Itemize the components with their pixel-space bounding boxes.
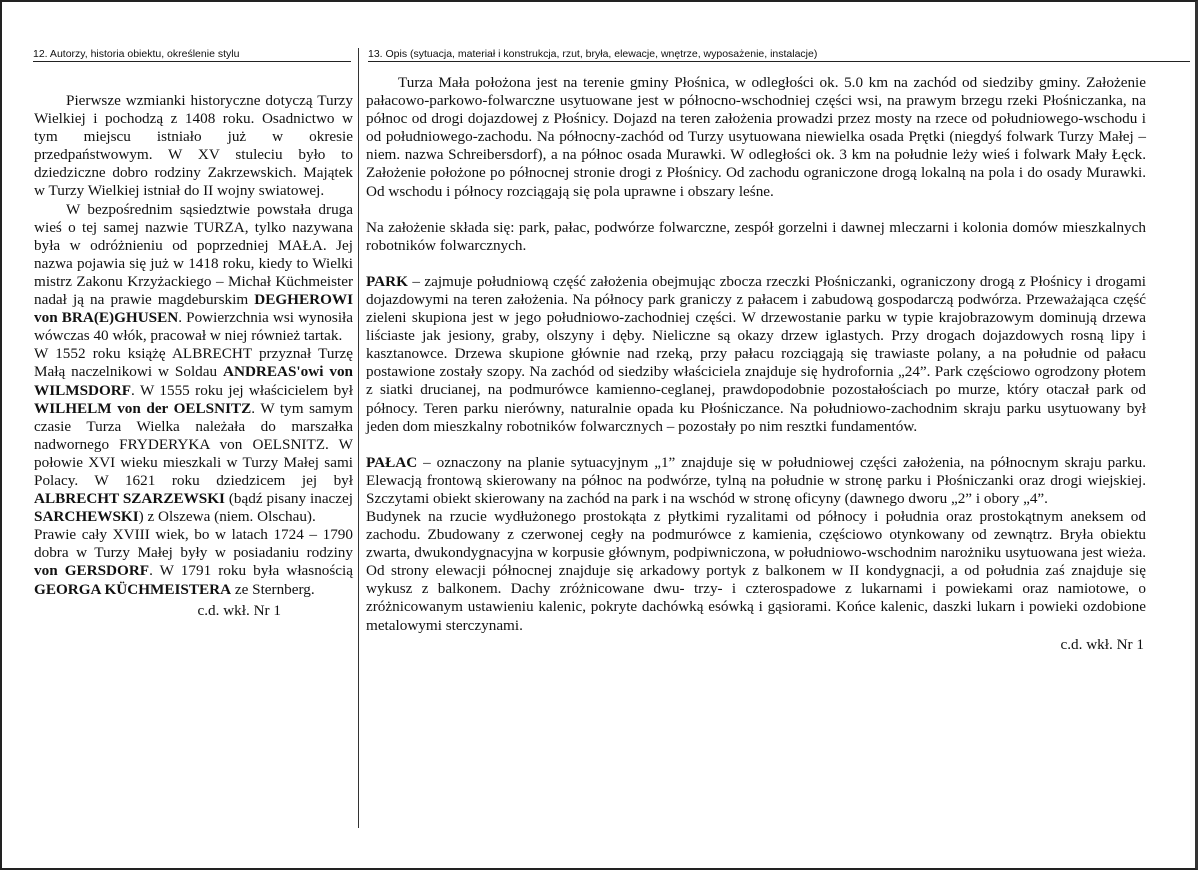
description-column	[366, 74, 1146, 654]
description-paragraph-palace: PAŁAC – oznaczony na planie sytuacyjnym „1” znajduje się w południowej części założenia, na północnym skraju parku. Elewacją frontową skierowany na północ na podwórze, tylną na południe w stronę parku i Płośniczanki oraz drogi wiejskiej. Szczytami obiekt skierowany na zachód na park i na wschód w stronę oficyny (dawnego dworu „2” i obory „4”.	[366, 453, 1146, 507]
description-paragraph-composition: Na założenie składa się: park, pałac, podwórze folwarczne, zespół gorzelni i dawnej mleczarni i kolonia domów mieszkalnych robotników folwarcznych.	[366, 218, 1146, 254]
history-paragraph-1: Pierwsze wzmianki historyczne dotyczą Turzy Wielkiej i pochodzą z 1408 roku. Osadnictwo w tym miejscu istniało już w okresie przedpaństwowym. W XV stuleciu było to dziedziczne dobro rodziny Zakrzewskich. Majątek w Turzy Wielkiej istniał do II wojny swiatowej.	[34, 92, 353, 200]
continued-note-right: c.d. wkł. Nr 1	[1060, 635, 1144, 653]
description-paragraph-building: Budynek na rzucie wydłużonego prostokąta z płytkimi ryzalitami od północy i południa oraz prostokątnym aneksem od zachodu. Zbudowany z czerwonej cegły na podmurówce z kamienia, częściowo otynkowany od zewnątrz. Bryła obiektu zwarta, dwukondygnacyjna w korpusie głównym, podpiwniczona, w południowo-wschodnim narożniku usytuowana jest wieża. Od strony elewacji północnej znajduje się arkadowy portyk z balkonem w II kondygnacji, a od południa zaś znajduje się wykusz z balkonem. Dachy zróżnicowane dwu- trzy- i czterospadowe z lukarnami i powiekami oraz namiotowe, o zróżnicowanym ustawieniu kalenic, pokryte dachówką esówką i gąsiorami. Końce kalenic, daszki lukarn i powieki ozdobione metalowymi sterczynami.	[366, 507, 1146, 634]
description-paragraph-location: Turza Mała położona jest na terenie gminy Płośnica, w odległości ok. 5.0 km na zachód od siedziby gminy. Założenie pałacowo-parkowo-folwarczne usytuowane jest w północno-wschodniej części wsi, na prawym brzegu rzeki Płośniczanka, na północ od drogi dojazdowej z Płośnicy. Dojazd na teren założenia prowadzi przez mosty na rzece od południowego-wschodu i od południowego-zachodu. Na północny-zachód od Turzy usytuowana niewielka osada Prętki (niegdyś folwark Turzy Małej – niem. nazwa Schreibersdorf), a na północ osada Murawki. W odległości ok. 3 km na południe leży wieś i folwark Mały Łęck. Założenie położone po północnej stronie drogi z Płośnicy. Od zachodu ograniczone drogą lokalną na pola i do osady Murawki. Od wschodu i północy rozciągają się pola uprawne i obszary leśne.	[366, 74, 1146, 200]
history-paragraph-3: W 1552 roku książę ALBRECHT przyznał Turzę Małą naczelnikowi w Soldau ANDREAS'owi von WILMSDORF. W 1555 roku jej właścicielem był WILHELM von der OELSNITZ. W tym samym czasie Turza Wielka należała do marszałka nadwornego FRYDERYKA von OELSNITZ. W połowie XVI wieku mieszkali w Turzy Małej sami Polacy. W 1621 roku dziedzicem jej był ALBRECHT SZARZEWSKI (bądź pisany inaczej SARCHEWSKI) z Olszewa (niem. Olschau).	[34, 345, 353, 526]
history-paragraph-4: Prawie cały XVIII wiek, bo w latach 1724 – 1790 dobra w Turzy Małej były w posiadaniu rodziny von GERSDORF. W 1791 roku była własnością GEORGA KÜCHMEISTERA ze Sternberg.	[34, 526, 353, 598]
left-column-header: 12. Autorzy, historia obiektu, określenie stylu	[33, 48, 351, 62]
column-divider	[358, 48, 359, 828]
continued-note-left: c.d. wkł. Nr 1	[197, 601, 281, 619]
description-paragraph-park: PARK – zajmuje południową część założenia obejmując zbocza rzeczki Płośniczanki, ograniczony drogą z Płośnicy i drogami dojazdowymi na teren założenia. Na północy park graniczy z pałacem i zabudową gospodarczą podwórza. Przeważająca część zieleni skupiona jest w jego południowo-zachodniej części. W drzewostanie parku w typie krajobrazowym dominują drzewa liściaste jak jesiony, graby, olszyny i dęby. Nieliczne są okazy drzew iglastych. Przy drogach dojazdowych rosną lipy i kasztanowce. Drzewa skupione głównie nad rzeką, przy pałacu rozciągają się trawiaste polany, a na południe od pałacu postawione zostały szopy. Na zachód od siedziby właściciela znajduje się hydrofornia „24”. Park częściowo ogrodzony płotem z siatki drucianej, na podmurówce kamienno-ceglanej, prawdopodobnie pozostałościach po murze, który otaczał park od północy. Teren parku nierówny, naturalnie opada ku Płośniczance. Na południowo-zachodnim skraju parku usytuowany był jeden dom mieszkalny robotników folwarcznych – pozostały po nim resztki fundamentów.	[366, 272, 1146, 435]
history-paragraph-2: W bezpośrednim sąsiedztwie powstała druga wieś o tej samej nazwie TURZA, tylko nazywana była w odróżnieniu od poprzedniej MAŁA. Jej nazwa pojawia się już w 1418 roku, kiedy to Wielki mistrz Zakonu Krzyżackiego – Michał Küchmeister nadał ją na prawie magdeburskim DEGHEROWI von BRA(E)GHUSEN. Powierzchnia wsi wynosiła wówczas 40 włók, pracował w niej również tartak.	[34, 200, 353, 345]
right-column-header: 13. Opis (sytuacja, materiał i konstrukcja, rzut, bryła, elewacje, wnętrze, wyposażenie, instalacje)	[368, 48, 1190, 62]
history-column	[34, 92, 353, 620]
